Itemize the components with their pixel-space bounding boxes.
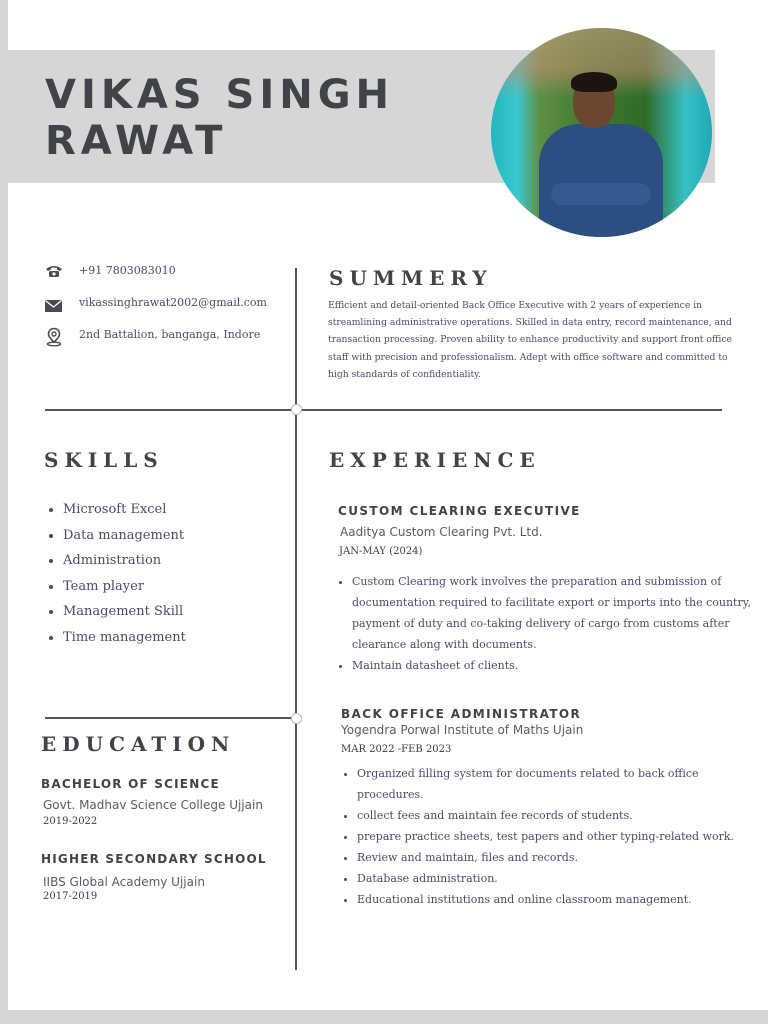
duty-item: • Educational institutions and online classroom management. xyxy=(357,889,747,910)
horizontal-divider-2 xyxy=(45,717,295,719)
email-address[interactable]: vikassinghrawat2002@gmail.com xyxy=(79,296,267,309)
duty-item: • Custom Clearing work involves the preparation and submission of documentation required to facilitate export or imports into the country, payment of duty and co-taking delivery of cargo from customs after clearance along with documents. xyxy=(352,571,752,655)
job-company-2: Yogendra Porwal Institute of Maths Ujain xyxy=(341,723,584,737)
education-school-2: IIBS Global Academy Ujjain xyxy=(43,875,205,889)
education-heading: EDUCATION xyxy=(41,732,236,756)
name-line-1: VIKAS SINGH xyxy=(45,72,395,118)
job-dates-1: JAN-MAY (2024) xyxy=(339,546,423,557)
duty-item: • prepare practice sheets, test papers and other typing-related work. xyxy=(357,826,747,847)
job-dates-2: MAR 2022 -FEB 2023 xyxy=(341,744,452,755)
divider-node-2 xyxy=(291,713,302,724)
duty-item: • Maintain datasheet of clients. xyxy=(352,655,752,676)
education-years-2: 2017-2019 xyxy=(43,891,98,902)
skill-item: • Microsoft Excel xyxy=(63,500,186,526)
skill-item: • Team player xyxy=(63,577,186,603)
skill-item: • Administration xyxy=(63,551,186,577)
experience-heading: EXPERIENCE xyxy=(329,448,541,472)
candidate-name xyxy=(45,72,394,164)
duty-item: • Database administration. xyxy=(357,868,747,889)
summary-text: Efficient and detail-oriented Back Office Executive with 2 years of experience in streamlining administrative operations. Skilled in data entry, record maintenance, and transaction processing. Proven ability to enhance productivity and support front office staff with precision and professionalism. Adept with office software and committed to high standards of confidentiality. xyxy=(328,300,732,380)
vertical-divider-top xyxy=(295,268,297,409)
phone-icon xyxy=(44,264,64,278)
education-degree-2: HIGHER SECONDARY SCHOOL xyxy=(41,852,267,866)
vertical-divider-bottom xyxy=(295,413,297,970)
job-duties-2 xyxy=(339,763,747,910)
duty-item: • collect fees and maintain fee records of students. xyxy=(357,805,747,826)
duty-item: • Review and maintain, files and records. xyxy=(357,847,747,868)
skill-item: • Management Skill xyxy=(63,602,186,628)
divider-node-1 xyxy=(291,404,302,415)
name-line-2: RAWAT xyxy=(45,118,228,164)
skill-item: • Data management xyxy=(63,526,186,552)
job-title-2: BACK OFFICE ADMINISTRATOR xyxy=(341,707,582,721)
skills-list xyxy=(34,500,186,654)
job-title-1: CUSTOM CLEARING EXECUTIVE xyxy=(338,504,581,518)
job-company-1: Aaditya Custom Clearing Pvt. Ltd. xyxy=(340,525,543,539)
duty-item: • Organized filling system for documents related to back office procedures. xyxy=(357,763,747,805)
education-degree-1: BACHELOR OF SCIENCE xyxy=(41,777,220,791)
phone-number[interactable]: +91 7803083010 xyxy=(79,264,176,277)
resume-page xyxy=(8,0,768,1010)
email-icon xyxy=(44,299,64,313)
location-pin-icon xyxy=(44,327,64,347)
profile-photo xyxy=(491,28,712,237)
job-duties-1 xyxy=(334,571,752,676)
summary-heading: SUMMERY xyxy=(329,266,493,290)
education-school-1: Govt. Madhav Science College Ujjain xyxy=(43,798,263,812)
address-text: 2nd Battalion, banganga, Indore xyxy=(79,328,261,341)
education-years-1: 2019-2022 xyxy=(43,816,98,827)
skills-heading: SKILLS xyxy=(44,448,164,472)
skill-item: • Time management xyxy=(63,628,186,654)
horizontal-divider-1 xyxy=(45,409,722,411)
